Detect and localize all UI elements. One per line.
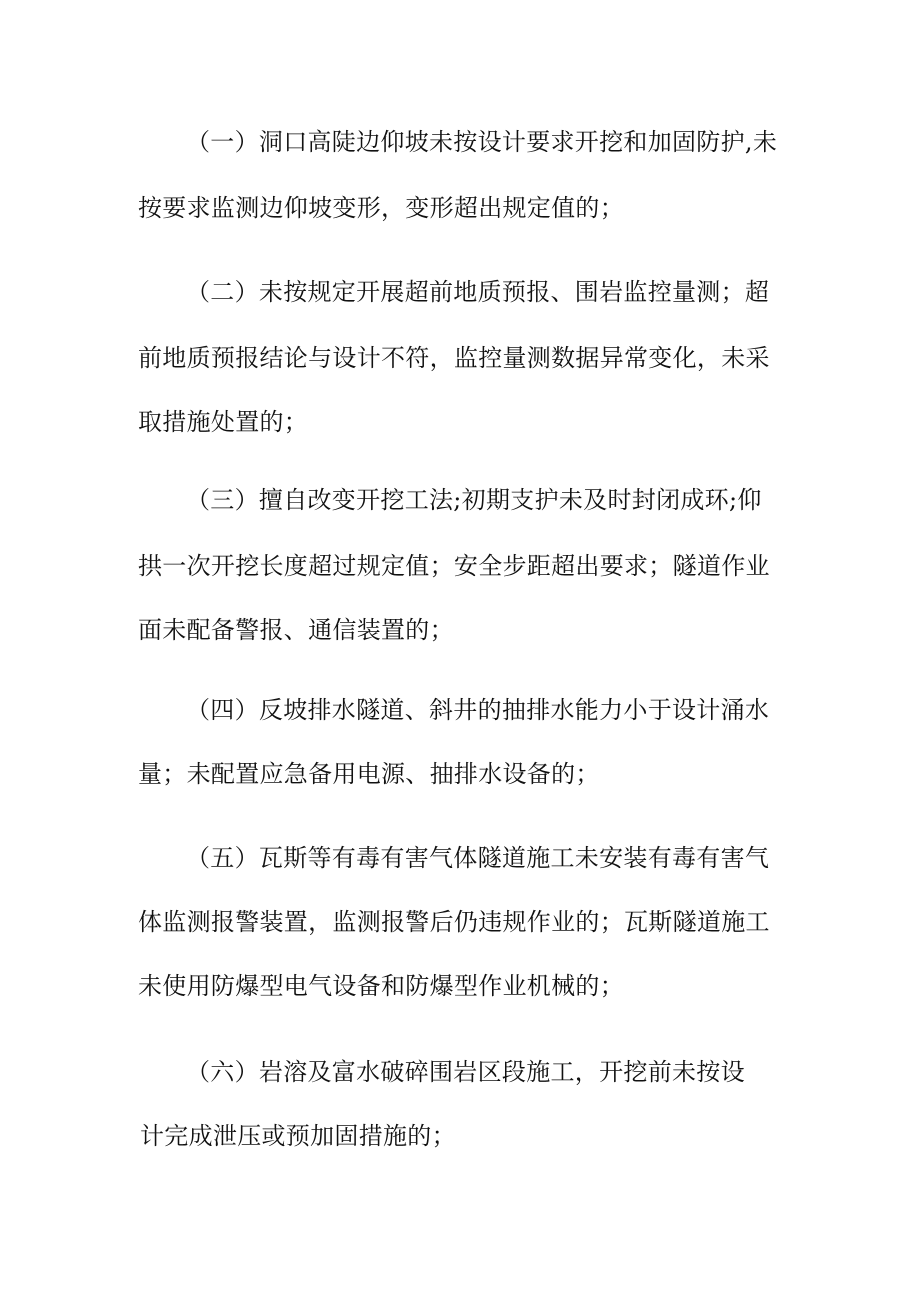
- paragraph-3-line-2: 拱一次开挖长度超过规定值；安全步距超出要求；隧道作业: [138, 552, 770, 580]
- paragraph-6-line-1: （六）岩溶及富水破碎围岩区段施工，开挖前未按设: [186, 1058, 745, 1086]
- paragraph-6-line-2: 计完成泄压或预加固措施的；: [140, 1122, 456, 1150]
- paragraph-4-line-2: 量；未配置应急备用电源、抽排水设备的；: [138, 760, 600, 788]
- paragraph-1-line-2: 按要求监测边仰坡变形，变形超出规定值的；: [138, 194, 624, 222]
- paragraph-2-line-1: （二）未按规定开展超前地质预报、围岩监控量测；超: [186, 278, 770, 306]
- paragraph-2-line-2: 前地质预报结论与设计不符，监控量测数据异常变化，未采: [138, 344, 770, 372]
- paragraph-5-line-3: 未使用防爆型电气设备和防爆型作业机械的；: [138, 972, 624, 1000]
- paragraph-5-line-2: 体监测报警装置，监测报警后仍违规作业的；瓦斯隧道施工: [138, 908, 770, 936]
- paragraph-2-line-3: 取措施处置的；: [138, 408, 309, 436]
- paragraph-4-line-1: （四）反坡排水隧道、斜井的抽排水能力小于设计涌水: [186, 696, 770, 724]
- paragraph-3-line-1: （三）擅自改变开挖工法;初期支护未及时封闭成环;仰: [186, 486, 762, 514]
- paragraph-3-line-3: 面未配备警报、通信装置的；: [138, 616, 454, 644]
- paragraph-5-line-1: （五）瓦斯等有毒有害气体隧道施工未安装有毒有害气: [186, 844, 770, 872]
- paragraph-1-line-1: （一）洞口高陡边仰坡未按设计要求开挖和加固防护,未: [186, 128, 778, 156]
